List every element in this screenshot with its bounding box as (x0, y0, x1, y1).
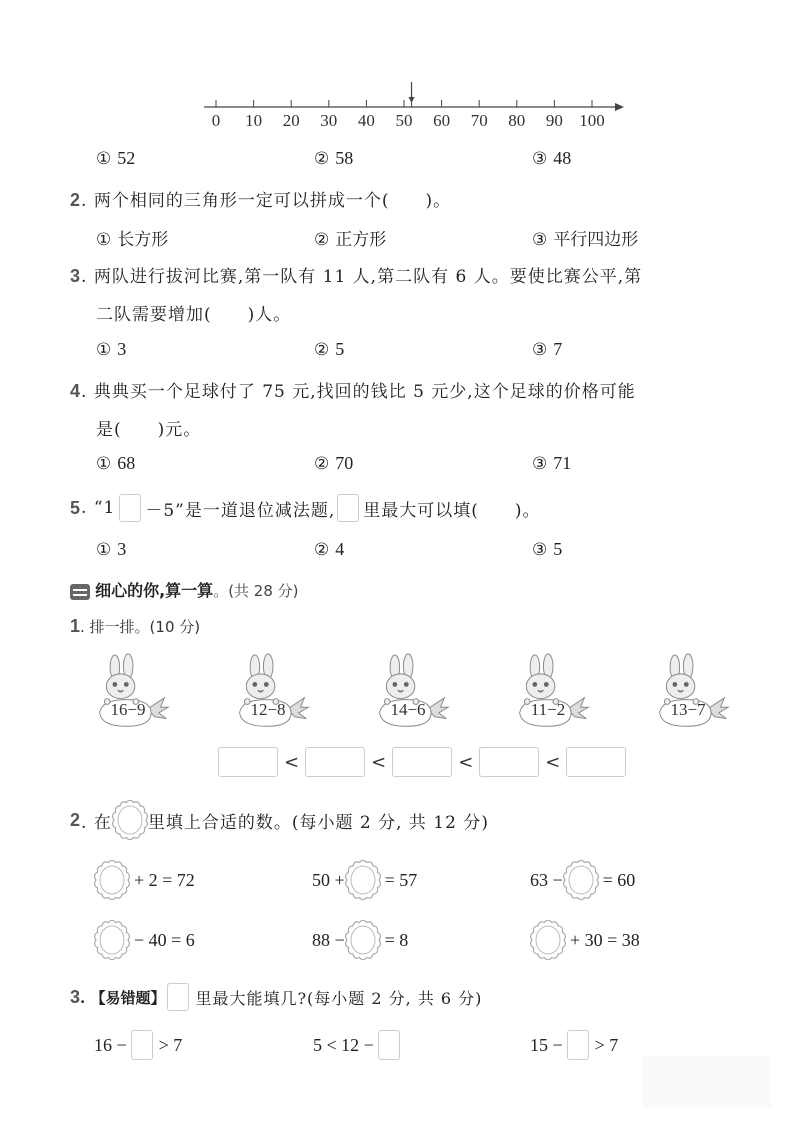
bunny-card (512, 652, 596, 732)
bunny-icon (652, 652, 732, 732)
number-line-tick-label: 80 (508, 111, 526, 130)
question-number: 4 (70, 381, 82, 401)
less-than-sign: < (371, 751, 387, 773)
inequality-left: 15 − (530, 1034, 563, 1055)
inequality-1 (94, 1030, 182, 1060)
option-mark: ③ (532, 454, 548, 474)
question-3 (70, 262, 642, 287)
option-value: 5 (553, 539, 563, 559)
number-line-arrowhead (615, 103, 624, 111)
number-line-tick-label: 10 (245, 111, 263, 130)
q4-option-3[interactable] (532, 453, 571, 474)
bunny-card (652, 652, 736, 732)
equation-right: − 40 = 6 (134, 929, 195, 950)
bunny-icon (232, 652, 312, 732)
option-value: 平行四边形 (553, 230, 639, 250)
order-box-2[interactable] (305, 747, 365, 777)
section2-question-1 (70, 616, 200, 637)
question-number: 3 (70, 266, 82, 286)
option-mark: ③ (532, 149, 548, 169)
number-line-tick-label: 70 (470, 111, 488, 130)
number-line-tick-label: 50 (395, 111, 413, 130)
bunny-icon (92, 652, 172, 732)
bunny-expression: 16−9 (110, 700, 146, 719)
less-than-sign: < (458, 751, 474, 773)
section2-question-3 (70, 983, 482, 1011)
bunny-card (372, 652, 456, 732)
question-number: 2 (70, 190, 82, 210)
option-value: 48 (553, 148, 572, 168)
bunny-expression: 13−7 (670, 700, 706, 719)
equation-right: + 2 = 72 (134, 869, 195, 890)
order-box-1[interactable] (218, 747, 278, 777)
q2-option-2[interactable] (314, 225, 386, 250)
equation-right: + 30 = 38 (570, 929, 640, 950)
equation-right: = 60 (602, 869, 636, 890)
question-text-line1: . 两队进行拔河比赛,第一队有 11 人,第二队有 6 人。要使比赛公平,第 (81, 267, 643, 287)
inequality-right: > 7 (158, 1034, 183, 1055)
section-heading (70, 578, 299, 601)
option-value: 52 (117, 148, 136, 168)
option-mark: ② (314, 454, 330, 474)
question-number: 1 (70, 616, 81, 636)
flower-answer-input[interactable] (563, 860, 599, 900)
flower-answer-input[interactable] (345, 920, 381, 960)
q2-option-3[interactable] (532, 225, 638, 250)
option-mark: ① (96, 230, 112, 250)
bunny-card (92, 652, 176, 732)
down-arrow-icon (409, 82, 415, 103)
bunny-expression: 12−8 (250, 700, 286, 719)
q1-option-3[interactable] (532, 148, 571, 169)
bunny-card (232, 652, 316, 732)
option-value: 4 (335, 539, 345, 559)
q3-option-2[interactable] (314, 339, 344, 360)
number-line-tick-label: 90 (545, 111, 563, 130)
option-value: 3 (117, 539, 127, 559)
option-mark: ① (96, 149, 112, 169)
equation-6 (530, 920, 640, 960)
order-box-4[interactable] (479, 747, 539, 777)
option-mark: ③ (532, 230, 548, 250)
option-mark: ② (314, 149, 330, 169)
question-text-part2: －5”是一道退位减法题, (145, 500, 336, 521)
question-5 (70, 494, 541, 522)
bunny-icon (512, 652, 592, 732)
option-value: 58 (335, 148, 354, 168)
less-than-sign: < (545, 751, 561, 773)
number-line-tick-label: 0 (211, 111, 221, 130)
bunny-icon (372, 652, 452, 732)
number-line-tick-label: 30 (320, 111, 338, 130)
equation-5 (312, 920, 408, 960)
question-text-part3: 里最大可以填( )。 (363, 500, 541, 521)
q4-option-1[interactable] (96, 453, 135, 474)
equation-4 (94, 920, 195, 960)
section-title: 细心的你,算一算 (95, 581, 214, 600)
question-text-part1: . “1 (81, 498, 116, 518)
order-box-5[interactable] (566, 747, 626, 777)
equation-right: = 57 (384, 869, 418, 890)
equation-2 (312, 860, 417, 900)
inequality-left: 5 < 12 − (313, 1034, 374, 1055)
question-text: . 两个相同的三角形一定可以拼成一个( )。 (81, 191, 452, 211)
flower-answer-input[interactable] (94, 860, 130, 900)
equation-right: = 8 (384, 929, 409, 950)
option-mark: ② (314, 340, 330, 360)
option-mark: ③ (532, 340, 548, 360)
inequality-3 (530, 1030, 618, 1060)
option-mark: ① (96, 454, 112, 474)
question-number: 5 (70, 497, 82, 518)
question-number: 2 (70, 809, 82, 830)
number-line-graphic (200, 80, 630, 140)
answer-box[interactable] (119, 494, 141, 522)
equation-3 (530, 860, 635, 900)
q4-option-2[interactable] (314, 453, 353, 474)
flower-answer-input[interactable] (345, 860, 381, 900)
bunny-expression: 14−6 (390, 700, 426, 719)
flower-answer-input[interactable] (530, 920, 566, 960)
number-line-tick-label: 20 (282, 111, 300, 130)
section-two-icon (70, 584, 90, 600)
section-score: 。(共 28 分) (213, 582, 299, 600)
q5-option-2[interactable] (314, 539, 344, 560)
question-4-line2: 是( )元。 (96, 420, 202, 440)
equation-1 (94, 860, 195, 900)
question-text-post: 里最大能填几?(每小题 2 分, 共 6 分) (195, 988, 483, 1008)
question-number: 3 (70, 986, 81, 1007)
inequality-right: > 7 (594, 1034, 619, 1055)
option-value: 70 (335, 453, 354, 473)
question-text-line1: . 典典买一个足球付了 75 元,找回的钱比 5 元少,这个足球的价格可能 (81, 382, 636, 402)
inequality-left: 16 − (94, 1034, 127, 1055)
q1-option-1[interactable] (96, 148, 135, 169)
section2-question-2 (70, 800, 489, 840)
order-box-3[interactable] (392, 747, 452, 777)
number-line-tick-label: 40 (357, 111, 375, 130)
option-mark: ③ (532, 540, 548, 560)
answer-box[interactable] (378, 1030, 400, 1060)
question-text: . 排一排。(10 分) (80, 618, 201, 636)
question-4 (70, 377, 636, 402)
q3-option-1[interactable] (96, 339, 126, 360)
number-line-tick-label: 100 (579, 111, 605, 130)
watermark-area (643, 1056, 771, 1108)
q1-option-2[interactable] (314, 148, 353, 169)
question-text-pre: . 在 (81, 812, 112, 833)
answer-box[interactable] (337, 494, 359, 522)
question-text-post: 里填上合适的数。(每小题 2 分, 共 12 分) (147, 812, 489, 833)
q2-option-1[interactable] (96, 225, 168, 250)
q5-option-1[interactable] (96, 539, 126, 560)
question-3-line2: 二队需要增加( )人。 (96, 305, 292, 325)
flower-circle-icon (112, 800, 148, 840)
option-mark: ① (96, 340, 112, 360)
bunny-row (0, 652, 804, 732)
q5-option-3[interactable] (532, 539, 562, 560)
less-than-sign: < (284, 751, 300, 773)
question-2 (70, 186, 451, 211)
option-value: 3 (117, 339, 127, 359)
answer-box[interactable] (131, 1030, 153, 1060)
option-mark: ② (314, 230, 330, 250)
option-value: 正方形 (335, 230, 387, 250)
bunny-expression: 11−2 (530, 700, 566, 719)
option-value: 71 (553, 453, 572, 473)
option-value: 长方形 (117, 230, 169, 250)
flower-answer-input[interactable] (94, 920, 130, 960)
option-value: 5 (335, 339, 345, 359)
answer-box (167, 983, 189, 1011)
equation-left: 88 − (312, 929, 345, 950)
number-line (200, 80, 630, 140)
ordering-row (218, 747, 626, 777)
answer-box[interactable] (567, 1030, 589, 1060)
number-line-tick-label: 60 (433, 111, 451, 130)
option-mark: ① (96, 540, 112, 560)
option-mark: ② (314, 540, 330, 560)
question-tag: . 【易错题】 (80, 988, 166, 1007)
q3-option-3[interactable] (532, 339, 562, 360)
inequality-2 (313, 1030, 406, 1060)
equation-left: 50 + (312, 869, 345, 890)
option-value: 68 (117, 453, 136, 473)
equation-left: 63 − (530, 869, 563, 890)
option-value: 7 (553, 339, 563, 359)
